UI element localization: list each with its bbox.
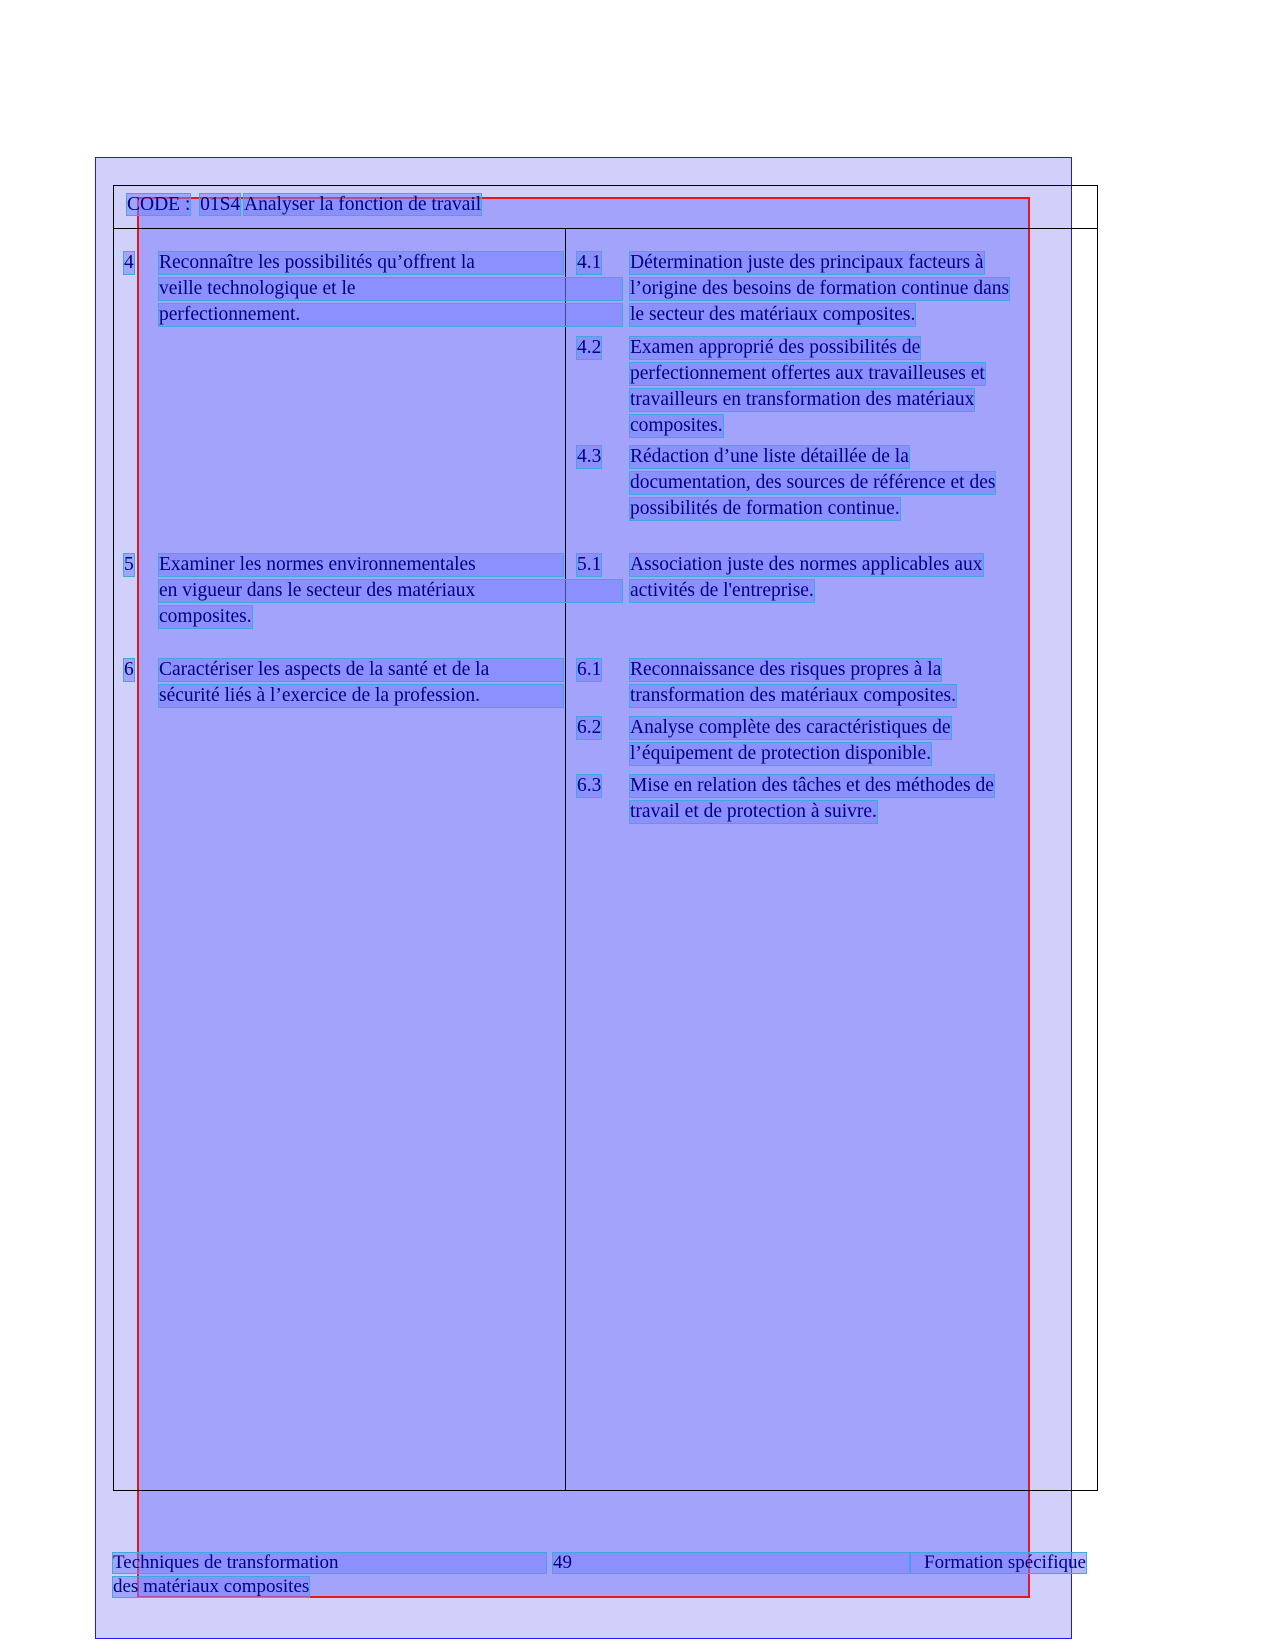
code-heading [127,194,481,216]
criterion-line: documentation, des sources de référence et des [630,472,996,493]
code-label: CODE : [127,194,191,215]
element-line: sécurité liés à l’exercice de la profession. [159,685,563,707]
criterion-line: possibilités de formation continue. [630,498,900,519]
column-divider [565,228,566,1490]
criterion-number: 4.3 [577,446,602,467]
element-line: en vigueur dans le secteur des matériaux [159,580,622,602]
criterion-line: Reconnaissance des risques propres à la [630,659,942,680]
criterion-line: perfectionnement offertes aux travailleuses et [630,363,985,384]
criterion-line: Examen approprié des possibilités de [630,337,921,358]
footer-program-line2: des matériaux composites [113,1576,310,1597]
criterion-line: activités de l'entreprise. [630,580,814,601]
element-line: Reconnaître les possibilités qu’offrent la [159,252,563,274]
criterion-number: 4.2 [577,337,602,358]
element-line: perfectionnement. [159,304,622,326]
criterion-line: Mise en relation des tâches et des méthodes de [630,775,994,796]
criterion-line: Association juste des normes applicables aux [630,554,983,575]
criterion-number: 6.2 [577,717,602,738]
criterion-line: Rédaction d’une liste détaillée de la [630,446,909,467]
footer-section: Formation spécifique [910,1553,1086,1573]
header-divider [114,228,1097,229]
element-number: 5 [124,554,134,575]
footer-page-number: 49 [553,1553,910,1573]
criterion-line: Analyse complète des caractéristiques de [630,717,951,738]
element-line: composites. [159,606,252,627]
criterion-line: le secteur des matériaux composites. [630,304,916,325]
element-line: veille technologique et le [159,278,622,300]
criterion-number: 5.1 [577,554,602,575]
criterion-number: 6.3 [577,775,602,796]
element-number: 6 [124,659,134,680]
criterion-number: 4.1 [577,252,602,273]
criterion-line: composites. [630,415,723,436]
element-line: Examiner les normes environnementales [159,554,563,576]
criterion-line: l’origine des besoins de formation continue dans [630,278,1010,299]
criterion-line: Détermination juste des principaux facteurs à [630,252,984,273]
element-number: 4 [124,252,134,273]
code-value: 01S4 [200,194,241,215]
element-line: Caractériser les aspects de la santé et de la [159,659,563,681]
page-title: Analyser la fonction de travail [244,194,482,215]
footer-program-line1: Techniques de transformation [113,1553,546,1573]
criterion-line: transformation des matériaux composites. [630,685,956,706]
criterion-line: travail et de protection à suivre. [630,801,877,822]
criterion-line: travailleurs en transformation des matériaux [630,389,975,410]
criterion-number: 6.1 [577,659,602,680]
criterion-line: l’équipement de protection disponible. [630,743,932,764]
